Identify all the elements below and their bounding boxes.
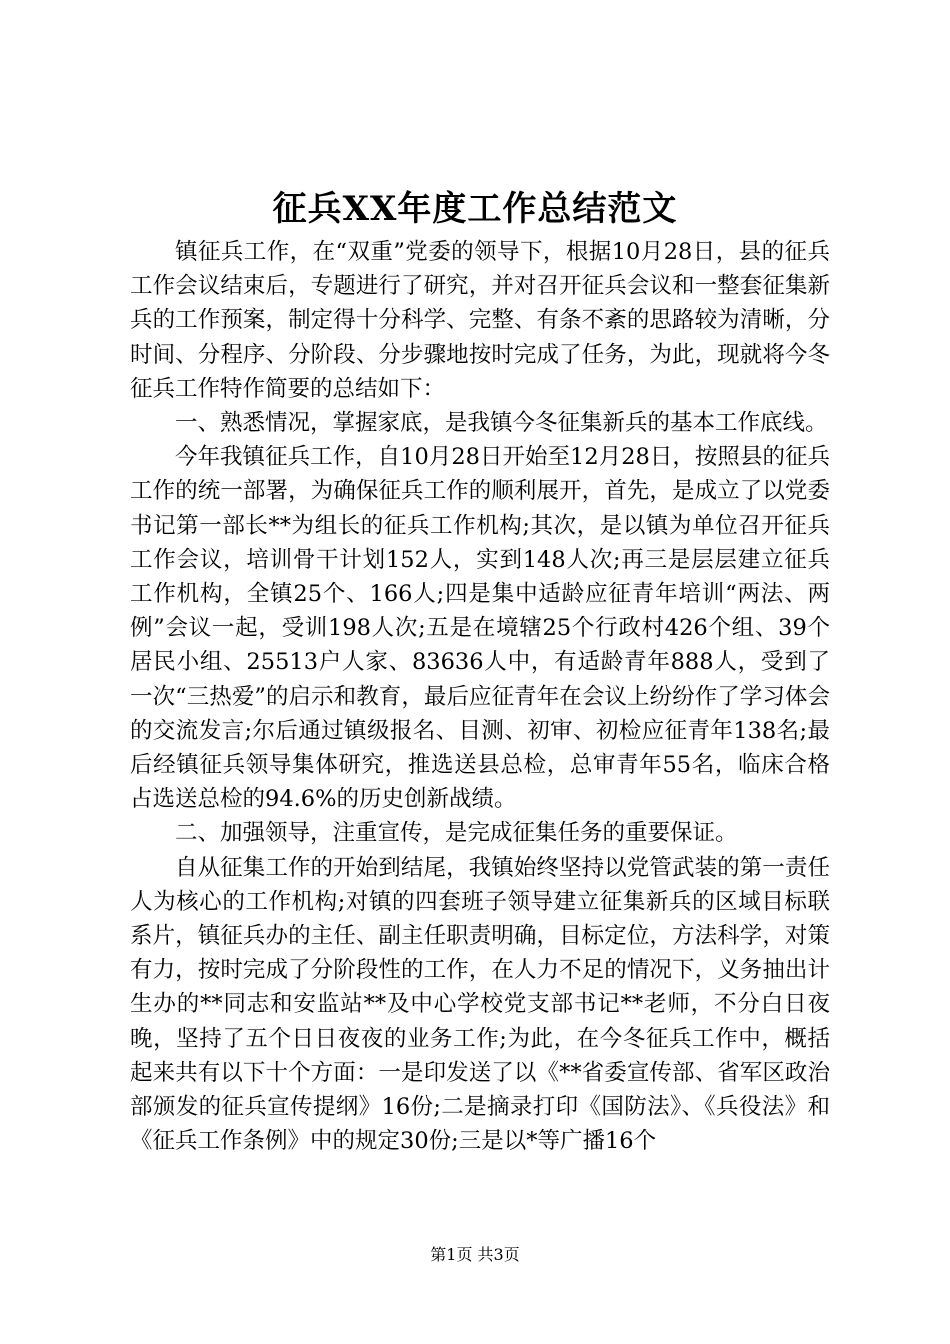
document-title: 征兵XX年度工作总结范文: [272, 189, 678, 229]
document-body: [130, 235, 830, 1158]
paragraph-section-1: 今年我镇征兵工作，自10月28日开始至12月28日，按照县的征兵工作的统一部署，为确保征兵工作的顺利展开，首先，是成立了以党委书记第一部长**为组长的征兵工作机构;其次，是以镇为单位召开征兵工作会议，培训骨干计划152人，实到148人次;再三是层层建立征兵工作机构，全镇25个、166人;四是集中适龄应征青年培训“两法、两例”会议一起，受训198人次;五是在境辖25个行政村426个组、39个居民小组、25513户人家、83636人中，有适龄青年888人，受到了一次“三热爱”的启示和教育，最后应征青年在会议上纷纷作了学习体会的交流发言;尔后通过镇级报名、目测、初审、初检应征青年138名;最后经镇征兵领导集体研究，推选送县总检，总审青年55名，临床合格占选送总检的94.6%的历史创新战绩。: [130, 444, 830, 813]
paragraph-heading-1: 一、熟悉情况，掌握家底，是我镇今冬征集新兵的基本工作底线。: [175, 410, 828, 437]
paragraph-section-2: 自从征集工作的开始到结尾，我镇始终坚持以党管武装的第一责任人为核心的工作机构;对镇的四套班子领导建立征集新兵的区域目标联系片，镇征兵办的主任、副主任职责明确，目标定位，方法科学，对策有力，按时完成了分阶段性的工作，在人力不足的情况下，义务抽出计生办的**同志和安监站**及中心学校党支部书记**老师，不分白日夜晚，坚持了五个日日夜夜的业务工作;为此，在今冬征兵工作中，概括起来共有以下十个方面：一是印发送了以《**省委宣传部、省军区政治部颁发的征兵宣传提纲》16份;二是摘录打印《国防法》、《兵役法》和《征兵工作条例》中的规定30份;三是以*等广播16个: [130, 854, 830, 1155]
page-number-footer: 第1页 共3页: [430, 1245, 520, 1264]
paragraph-heading-2: 二、加强领导，注重宣传，是完成征集任务的重要保证。: [175, 820, 738, 847]
paragraph-intro: 镇征兵工作，在“双重”党委的领导下，根据10月28日，县的征兵工作会议结束后，专题进行了研究，并对召开征兵会议和一整套征集新兵的工作预案，制定得十分科学、完整、有条不紊的思路较为清晰，分时间、分程序、分阶段、分步骤地按时完成了任务，为此，现就将今冬征兵工作特作简要的总结如下：: [130, 239, 830, 402]
